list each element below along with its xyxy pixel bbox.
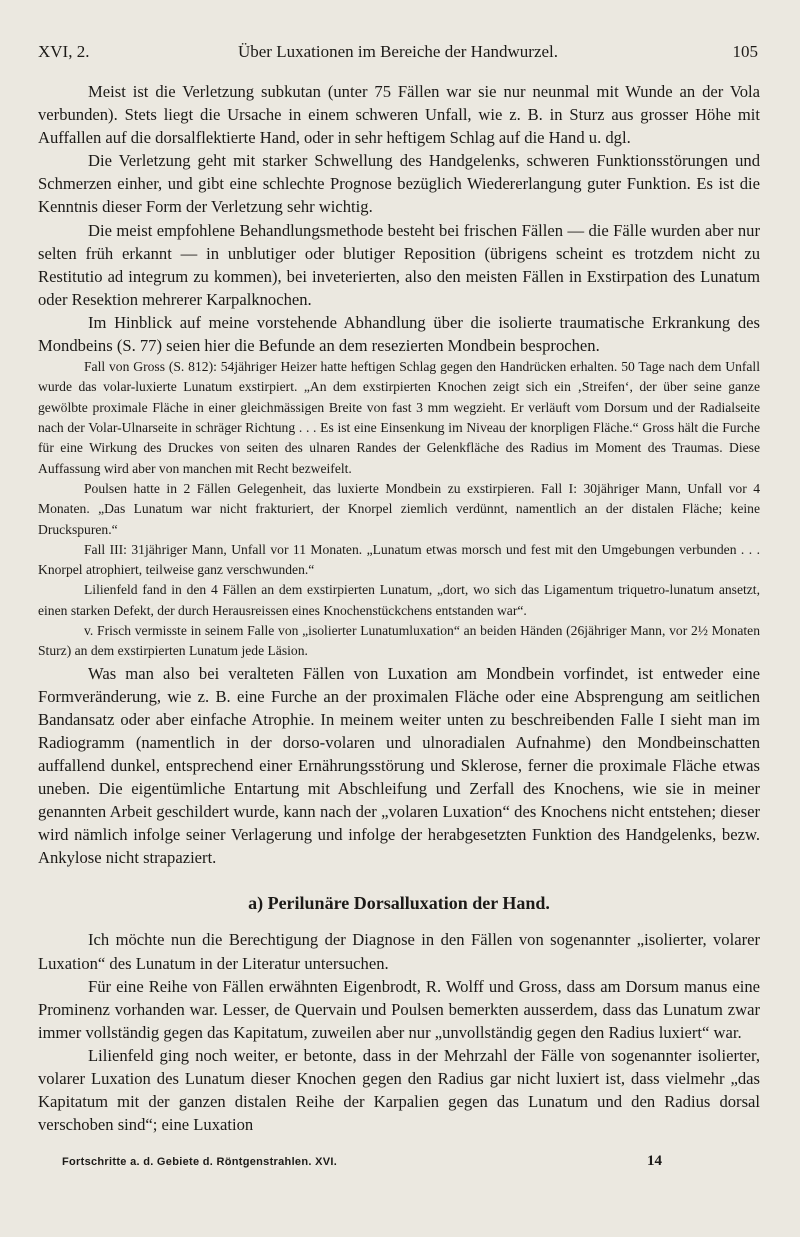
case-poulsen-3: Fall III: 31jähriger Mann, Unfall vor 11 Monaten. „Lunatum etwas morsch und fest mit den Umgebungen verbunden . . . Knorpel atrophiert, teilweise ganz verschwunden.“: [38, 541, 760, 578]
case-lilienfeld: Lilienfeld fand in den 4 Fällen an dem exstirpierten Lunatum, „dort, wo sich das Ligamentum triquetro-lunatum ansetzt, einen starken Defekt, der durch Herausreissen eines Knochenstückchens entstanden war“.: [38, 582, 760, 618]
case-gross: Fall von Gross (S. 812): 54jähriger Heizer hatte heftigen Schlag gegen den Handrücken erhalten. 50 Tage nach dem Unfall wurde das volar-luxierte Lunatum exstirpiert. „An dem exstirpierten Knochen zeigt sich ein ‚Streifen‘, der über seine ganze gewölbte proximale Fläche in einer gleichmässigen Breite von fast 3 mm wegzieht. Er verläuft vom Dorsum und der Radialseite nach der Volar-Ulnarseite in schräger Richtung . . . Es ist eine Einsenkung im Niveau der knorpligen Fläche.“ Gross hält die Furche für eine Wirkung des Druckes von seiten des ulnaren Randes der Gelenkfläche des Radius im Moment des Traumas. Diese Auffassung wird aber von manchen mit Recht bezweifelt.: [38, 359, 760, 476]
running-title: Über Luxationen im Bereiche der Handwurzel.: [237, 42, 559, 61]
section-heading: a) Perilunäre Dorsalluxation der Hand.: [248, 893, 550, 914]
page-body: [38, 80, 760, 1136]
volume-label: XVI, 2.: [38, 42, 90, 61]
paragraph-5: Was man also bei veralteten Fällen von Luxation am Mondbein vorfindet, ist entweder eine Formveränderung, wie z. B. eine Furche an der proximalen Fläche oder eine Absprengung am seitlichen Bandansatz oder aber einfache Atrophie. In meinem weiter unten zu beschreibenden Falle I sieht man im Radiogramm (namentlich in der dorso-volaren und ulnoradialen Aufnahme) den Mondbeinschatten auffallend dunkel, entsprechend einer Ernährungsstörung und Sklerose, ferner die proximale Fläche etwas uneben. Die eigentümliche Entartung mit Abschleifung und Zerfall des Knochens, wie sie in meiner genannten Arbeit geschildert wurde, kann nach der „volaren Luxation“ des Knochens nicht entstehen; dieser wird nämlich infolge seiner Verlagerung und infolge der herabgesetzten Funktion des Handgelenks, bezw. Ankylose nicht strapaziert.: [38, 663, 760, 868]
page-footer: [62, 1153, 720, 1170]
section-paragraph-2: Für eine Reihe von Fällen erwähnten Eigenbrodt, R. Wolff und Gross, dass am Dorsum manus eine Prominenz vorhanden war. Lesser, de Quervain und Poulsen bemerkten ausserdem, dass das Lunatum zwar immer vollständig gegen das Kapitatum, zuweilen aber nur „unvollständig gegen den Radius luxiert“ war.: [38, 976, 760, 1042]
journal-footer: Fortschritte a. d. Gebiete d. Röntgenstrahlen. XVI.: [62, 1156, 338, 1168]
case-frisch: v. Frisch vermisste in seinem Falle von „isolierter Lunatumluxation“ an beiden Händen (26jähriger Mann, vor 2½ Monaten Sturz) an dem exstirpierten Lunatum jede Läsion.: [38, 622, 760, 659]
page-number: 105: [732, 42, 758, 61]
section-paragraph-3: Lilienfeld ging noch weiter, er betonte, dass in der Mehrzahl der Fälle von sogenannter isolierter, volarer Luxation des Lunatum dieser Knochen gegen den Radius gar nicht luxiert ist, dass vielmehr „das Kapitatum mit der ganzen distalen Reihe der Karpalien gegen das Lunatum und den Radius dorsal verschoben sind“; eine Luxation: [38, 1045, 760, 1135]
signature-mark: 14: [647, 1153, 662, 1169]
paragraph-1: Meist ist die Verletzung subkutan (unter 75 Fällen war sie nur neunmal mit Wunde an der Vola verbunden). Stets liegt die Ursache in einem schweren Unfall, wie z. B. in Sturz aus grosser Höhe mit Auffallen auf die dorsalflektierte Hand, oder in sehr heftigem Schlag auf die Hand u. dgl.: [38, 82, 760, 148]
running-header: [38, 42, 758, 68]
paragraph-3: Die meist empfohlene Behandlungsmethode besteht bei frischen Fällen — die Fälle wurden aber nur selten früh erkannt — in unblutiger oder blutiger Reposition (übrigens scheint es trotzdem nicht zu Restitutio ad integrum zu kommen), bei inveterierten, also den meisten Fällen in Exstirpation des Lunatum oder Resektion mehrerer Karpalknochen.: [38, 220, 760, 309]
paragraph-4: Im Hinblick auf meine vorstehende Abhandlung über die isolierte traumatische Erkrankung des Mondbeins (S. 77) seien hier die Befunde an dem resezierten Mondbein besprochen.: [38, 312, 760, 356]
case-poulsen-1: Poulsen hatte in 2 Fällen Gelegenheit, das luxierte Mondbein zu exstirpieren. Fall I: 30jähriger Mann, Unfall vor 4 Monaten. „Das Lunatum war nicht frakturiert, der Knorpel ziemlich verdünnt, namentlich an der distalen Fläche; keine Druckspuren.“: [38, 480, 760, 537]
paragraph-2: Die Verletzung geht mit starker Schwellung des Handgelenks, schweren Funktionsstörungen und Schmerzen einher, und gibt eine schlechte Prognose bezüglich Wiedererlangung guter Funktion. Es ist die Kenntnis dieser Form der Verletzung sehr wichtig.: [38, 151, 760, 217]
section-paragraph-1: Ich möchte nun die Berechtigung der Diagnose in den Fällen von sogenannter „isolierter, volarer Luxation“ des Lunatum in der Literatur untersuchen.: [38, 930, 760, 973]
